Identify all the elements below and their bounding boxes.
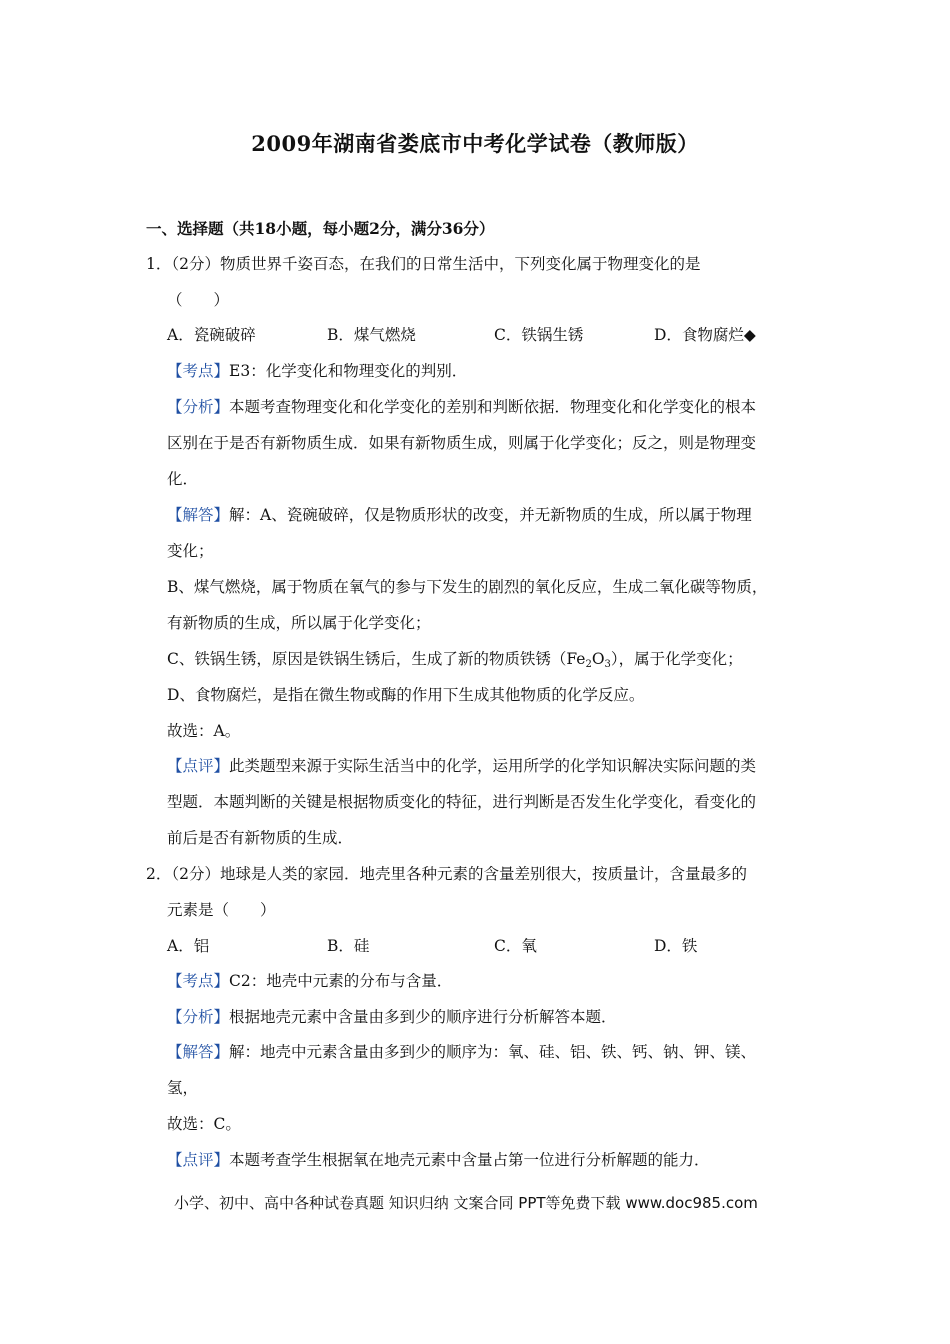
q2-fenxi: 【分析】根据地壳元素中含量由多到少的顺序进行分析解答本题． <box>167 1008 617 1026</box>
q1-stem: 1．（2分）物质世界千姿百态，在我们的日常生活中，下列变化属于物理变化的是 <box>146 255 701 273</box>
page-footer: 小学、初中、高中各种试卷真题 知识归纳 文案合同 PPT等免费下载 www.doc985.com <box>174 1194 758 1212</box>
q1-jieda-line2: 变化； <box>167 542 214 560</box>
q1-fenxi-line3: 化． <box>167 470 199 488</box>
q2-answer: 故选：C。 <box>167 1115 241 1133</box>
q2-jieda: 【解答】解：地壳中元素含量由多到少的顺序为：氧、硅、铝、铁、钙、钠、钾、镁、 <box>167 1043 757 1061</box>
tag-jieda: 【解答】 <box>167 506 230 524</box>
q1-stem-blank: （ ） <box>167 291 230 309</box>
q1-jieda-b2: 有新物质的生成，所以属于化学变化； <box>167 614 431 632</box>
section-heading: 一、选择题（共18小题，每小题2分，满分36分） <box>146 219 495 238</box>
q1-option-b: B．煤气燃烧 <box>327 326 416 344</box>
tag-fenxi: 【分析】 <box>167 398 230 416</box>
tag-dianping: 【点评】 <box>167 1151 230 1169</box>
q2-option-c: C．氧 <box>494 937 537 955</box>
q2-kaodian: 【考点】C2：地壳中元素的分布与含量． <box>167 972 453 990</box>
q2-option-b: B．硅 <box>327 937 370 955</box>
q1-dianping: 【点评】此类题型来源于实际生活当中的化学，运用所学的化学知识解决实际问题的类 <box>167 757 757 775</box>
q1-dianping-line3: 前后是否有新物质的生成． <box>167 829 354 847</box>
q1-fenxi-line2: 区别在于是否有新物质生成．如果有新物质生成，则属于化学变化；反之，则是物理变 <box>167 434 757 452</box>
q2-option-d: D．铁 <box>654 937 698 955</box>
q2-option-a: A．铝 <box>167 937 210 955</box>
q2-jieda-line2: 氢， <box>167 1079 199 1097</box>
q1-jieda: 【解答】解：A、瓷碗破碎，仅是物质形状的改变，并无新物质的生成，所以属于物理 <box>167 506 752 524</box>
q2-stem-line2: 元素是（ ） <box>167 901 276 919</box>
q1-jieda-d: D、食物腐烂，是指在微生物或酶的作用下生成其他物质的化学反应。 <box>167 686 645 704</box>
tag-kaodian: 【考点】 <box>167 972 230 990</box>
q1-fenxi: 【分析】本题考查物理变化和化学变化的差别和判断依据．物理变化和化学变化的根本 <box>167 398 757 416</box>
q1-dianping-line2: 型题．本题判断的关键是根据物质变化的特征，进行判断是否发生化学变化，看变化的 <box>167 793 757 811</box>
q1-option-c: C．铁锅生锈 <box>494 326 584 344</box>
tag-kaodian: 【考点】 <box>167 362 230 380</box>
q2-stem: 2．（2分）地球是人类的家园．地壳里各种元素的含量差别很大，按质量计，含量最多的 <box>146 865 747 883</box>
page-title: 2009年湖南省娄底市中考化学试卷（教师版） <box>251 131 699 156</box>
tag-fenxi: 【分析】 <box>167 1008 230 1026</box>
q1-option-d: D．食物腐烂◆ <box>654 326 756 344</box>
q1-jieda-c: C、铁锅生锈，原因是铁锅生锈后，生成了新的物质铁锈$(Fe_2O_3)$，属于化学变化； <box>167 650 743 670</box>
q1-jieda-b: B、煤气燃烧，属于物质在氧气的参与下发生的剧烈的氧化反应，生成二氧化碳等物质， <box>167 578 768 596</box>
q2-dianping: 【点评】本题考查学生根据氧在地壳元素中含量占第一位进行分析解题的能力． <box>167 1151 710 1169</box>
tag-dianping: 【点评】 <box>167 757 230 775</box>
tag-jieda: 【解答】 <box>167 1043 230 1061</box>
q1-kaodian: 【考点】E3：化学变化和物理变化的判别． <box>167 362 468 380</box>
q1-option-a: A．瓷碗破碎 <box>167 326 256 344</box>
q1-answer: 故选：A。 <box>167 722 241 740</box>
